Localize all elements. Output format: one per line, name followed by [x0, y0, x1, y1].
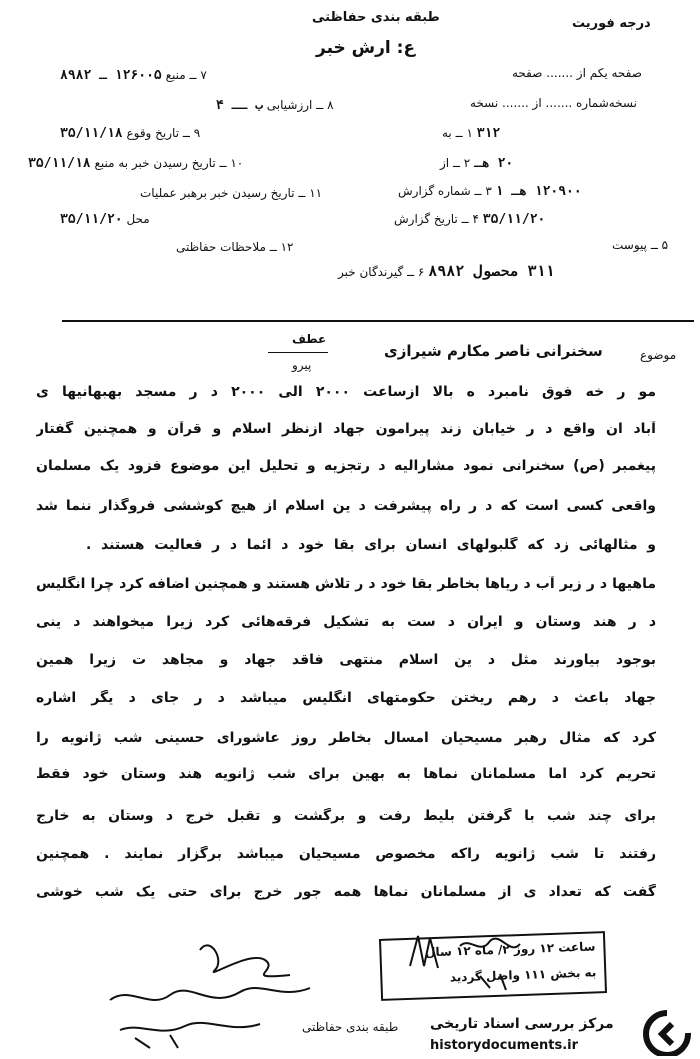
field-evaluation-label: ۸ ــ ارزشیابی — [266, 98, 334, 112]
field-ops-received-label: ۱۱ ــ تاریخ رسیدن خبر برهبر عملیات — [140, 186, 323, 200]
classification-bottom: طبقه بندی حفاظتی — [302, 1020, 399, 1034]
reference-atf: عطف — [292, 332, 327, 346]
field-occurrence-date-label: ۹ ــ تاریخ وقوع — [126, 126, 201, 140]
field-to — [442, 126, 500, 141]
body-line: بوجود بیاورند مثل د ین اسلام منتهی فاقد جهاد و مجاهد ت زیرا همین — [36, 652, 656, 668]
field-recipients-label: ۶ ــ گیرندگان خبر — [338, 265, 425, 279]
field-location-value: ۳۵/۱۱/۲۰ — [60, 212, 123, 227]
field-to-label: ۱ ــ به — [442, 126, 473, 140]
classification-top: طبقه بندی حفاظتی — [312, 10, 440, 25]
body-line: گفت که تعداد ی از مسلمانان نماها همه جور خرج برای حتی یک شب خوشی — [36, 884, 656, 900]
stamp-scribble — [400, 926, 550, 996]
field-evaluation-value: ب ــ ۴ — [216, 98, 263, 113]
field-security-notes-label: ۱۲ ــ ملاحظات حفاظتی — [176, 240, 294, 254]
field-report-number-label: ۳ ــ شماره گزارش — [398, 184, 492, 198]
field-report-number — [398, 184, 582, 199]
body-line: کرد که مثال رهبر مسیحیان امسال بخاطر روز عاشورای حسینی شب ژانویه را — [36, 730, 656, 746]
header-divider — [62, 320, 694, 322]
field-report-number-value: ۱۲۰۹۰۰ هـ ۱ — [495, 184, 582, 199]
field-report-date — [394, 212, 545, 227]
field-from — [440, 156, 513, 171]
field-source-received-label: ۱۰ ــ تاریخ رسیدن خبر به منبع — [94, 156, 244, 170]
field-ops-received-date — [140, 186, 322, 200]
body-line: د ر هند وستان و ایران د ست به تشکیل فرقه‌هائی کرد زیرا میخواهند د ینی — [36, 614, 656, 630]
body-line: تحریم کرد اما مسلمانان نماها به بهین برای شب ژانویه هند وستان خود فقط — [36, 766, 656, 782]
field-location-label: محل — [126, 212, 150, 226]
body-line: پیغمبر (ص) سخنرانی نمود مشارالیه د رتجزیه و تحلیل این موضوع فزود یک مسلمان — [36, 458, 656, 474]
subject-label: موضوع — [640, 348, 677, 362]
copy-label: نسخه‌شماره ....... از ....... نسخه — [470, 96, 637, 110]
body-line: جهاد باعث د رهم ریختن حکومتهای انگلیس میباشد د ر جای د یگر اشاره — [36, 690, 656, 706]
field-source-label: ۷ ــ منبع — [165, 68, 207, 82]
urgency-label: درجه فوریت — [572, 16, 651, 31]
body-line: برای چند شب با گرفتن بلیط رفت و برگشت و تقبل خرج د وستان به خارج — [36, 808, 656, 824]
reference-divider — [268, 352, 328, 353]
field-to-value: ۳۱۲ — [476, 126, 501, 141]
field-evaluation — [216, 98, 334, 113]
field-from-value: ۲۰ هـ — [474, 156, 514, 171]
watermark-logo-icon — [642, 1010, 692, 1056]
field-recipients-value: ۳۱۱ محصول ۸۹۸۲ — [428, 262, 555, 280]
field-attachment-label: ۵ ــ پیوست — [612, 238, 669, 252]
field-recipients — [338, 262, 555, 280]
watermark-title: مرکز بررسی اسناد تاریخی — [430, 1016, 614, 1032]
form-title: ع: ارش خبر — [316, 38, 416, 58]
subject-value: سخنرانی ناصر مکارم شیرازی — [384, 342, 603, 360]
body-line: ماهیها د ر زیر آب د ریاها بخاطر بقا خود د ر تلاش هستند و همچنین اضافه کرد چرا انگلیس — [36, 576, 656, 592]
field-source-received-value: ۳۵/۱۱/۱۸ — [28, 156, 91, 171]
reference-peyro: پیرو — [292, 358, 312, 372]
field-source-received-date — [28, 156, 243, 171]
field-attachment — [612, 238, 668, 252]
field-from-label: ۲ ــ از — [440, 156, 471, 170]
watermark-url: historydocuments.ir — [430, 1038, 579, 1053]
body-line: مو ر خه فوق نامبرد ه بالا ازساعت ۲۰۰۰ الی ۲۰۰۰ د ر مسجد بهبهانیها ی — [36, 384, 656, 400]
field-report-date-label: ۴ ــ تاریخ گزارش — [394, 212, 479, 226]
stamp-line-2: به بخش ۱۱۱ واصل گردید — [449, 965, 597, 985]
body-line: واقعی کسی است که د ر راه پیشرفت د ین اسلام از هیچ کوششی فروگذار ننما شد — [36, 498, 656, 514]
body-line: و مثالهائی زد که گلبولهای انسان برای بقا خود د ائما د ر فعالیت هستند . — [86, 537, 656, 553]
field-occurrence-date-value: ۳۵/۱۱/۱۸ — [60, 126, 123, 141]
field-occurrence-date — [60, 126, 200, 141]
field-report-date-value: ۳۵/۱۱/۲۰ — [482, 212, 546, 227]
field-source-value: ۱۲۶۰۰۵ ـ ۸۹۸۲ — [60, 68, 162, 83]
body-line: رفتند تا شب ژانویه راکه مخصوص مسیحیان میباشد برگزار نمایند . همچنین — [36, 846, 656, 862]
field-security-notes — [176, 240, 294, 254]
stamp-line-1: ساعت ۱۲ روز ۲/ ماه ۱۲ سال — [424, 939, 596, 960]
field-source — [60, 68, 207, 83]
field-location — [60, 212, 150, 227]
body-line: آباد ان واقع د ر خیابان زند پیرامون جهاد ازنظر اسلام و قرآن و همچنین گفتار — [36, 421, 656, 437]
page-label: صفحه یکم از ....... صفحه — [512, 66, 642, 80]
